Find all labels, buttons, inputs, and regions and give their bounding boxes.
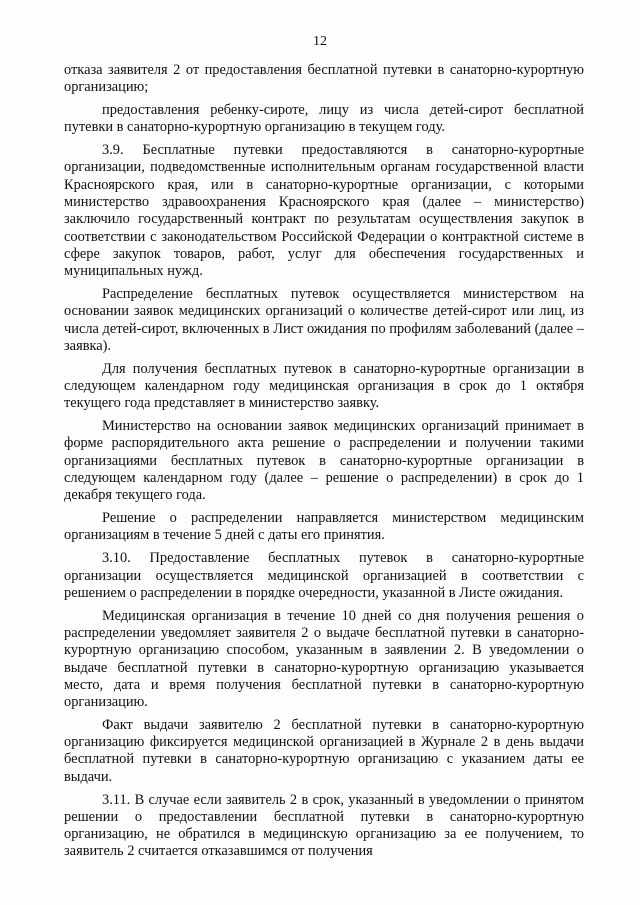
paragraph-decision-sending: Решение о распределении направляется министерством медицинским организациям в течение 5 дней с даты его принятия.: [64, 510, 584, 544]
paragraph-notification: Медицинская организация в течение 10 дней со дня получения решения о распределении уведомляет заявителя 2 о выдаче бесплатной путевки в санаторно-курортную организацию способом, указанным в заявлении 2. В уведомлении о выдаче бесплатной путевки в санаторно-курортную организацию указывается место, дата и время получения бесплатной путевки в санаторно-курортную организацию.: [64, 607, 584, 711]
paragraph-3-11: 3.11. В случае если заявитель 2 в срок, указанный в уведомлении о принятом решении о предоставлении бесплатной путевки в санаторно-курортную организацию, не обратился в медицинскую организацию за ее получением, то заявитель 2 считается отказавшимся от получения: [64, 791, 584, 860]
paragraph-orphan-voucher: предоставления ребенку-сироте, лицу из числа детей-сирот бесплатной путевки в санаторно-курортную организацию в текущем году.: [64, 102, 584, 136]
paragraph-3-9: 3.9. Бесплатные путевки предоставляются в санаторно-курортные организации, подведомственные исполнительным органам государственной власти Красноярского края, или в санаторно-курортные организации, с которыми министерство здравоохранения Красноярского края (далее – министерство) заключило государственный контракт по результатам осуществления закупок в соответствии с законодательством Российской Федерации о контрактной системе в сфере закупок товаров, работ, услуг для обеспечения государственных и муниципальных нужд.: [64, 142, 584, 280]
paragraph-refusal-continuation: отказа заявителя 2 от предоставления бесплатной путевки в санаторно-курортную организацию;: [64, 62, 584, 96]
document-body: [64, 62, 584, 866]
paragraph-ministry-decision: Министерство на основании заявок медицинских организаций принимает в форме распорядительного акта решение о распределении и получении такими организациями бесплатных путевок в санаторно-курортные организации в следующем календарном году (далее – решение о распределении) в срок до 1 декабря текущего года.: [64, 418, 584, 504]
page-number: 12: [313, 34, 327, 49]
paragraph-3-10: 3.10. Предоставление бесплатных путевок в санаторно-курортные организации осуществляется медицинской организацией в соответствии с решением о распределении в порядке очередности, указанной в Листе ожидания.: [64, 550, 584, 601]
paragraph-distribution: Распределение бесплатных путевок осуществляется министерством на основании заявок медицинских организаций о количестве детей-сирот или лиц, из числа детей-сирот, включенных в Лист ожидания по профилям заболеваний (далее – заявка).: [64, 286, 584, 354]
paragraph-application-deadline: Для получения бесплатных путевок в санаторно-курортные организации в следующем календарном году медицинская организация в срок до 1 октября текущего года представляет в министерство заявку.: [64, 360, 584, 412]
paragraph-issuance-record: Факт выдачи заявителю 2 бесплатной путевки в санаторно-курортную организацию фиксируется медицинской организацией в Журнале 2 в день выдачи бесплатной путевки в санаторно-курортную организацию с указанием даты ее выдачи.: [64, 716, 584, 785]
